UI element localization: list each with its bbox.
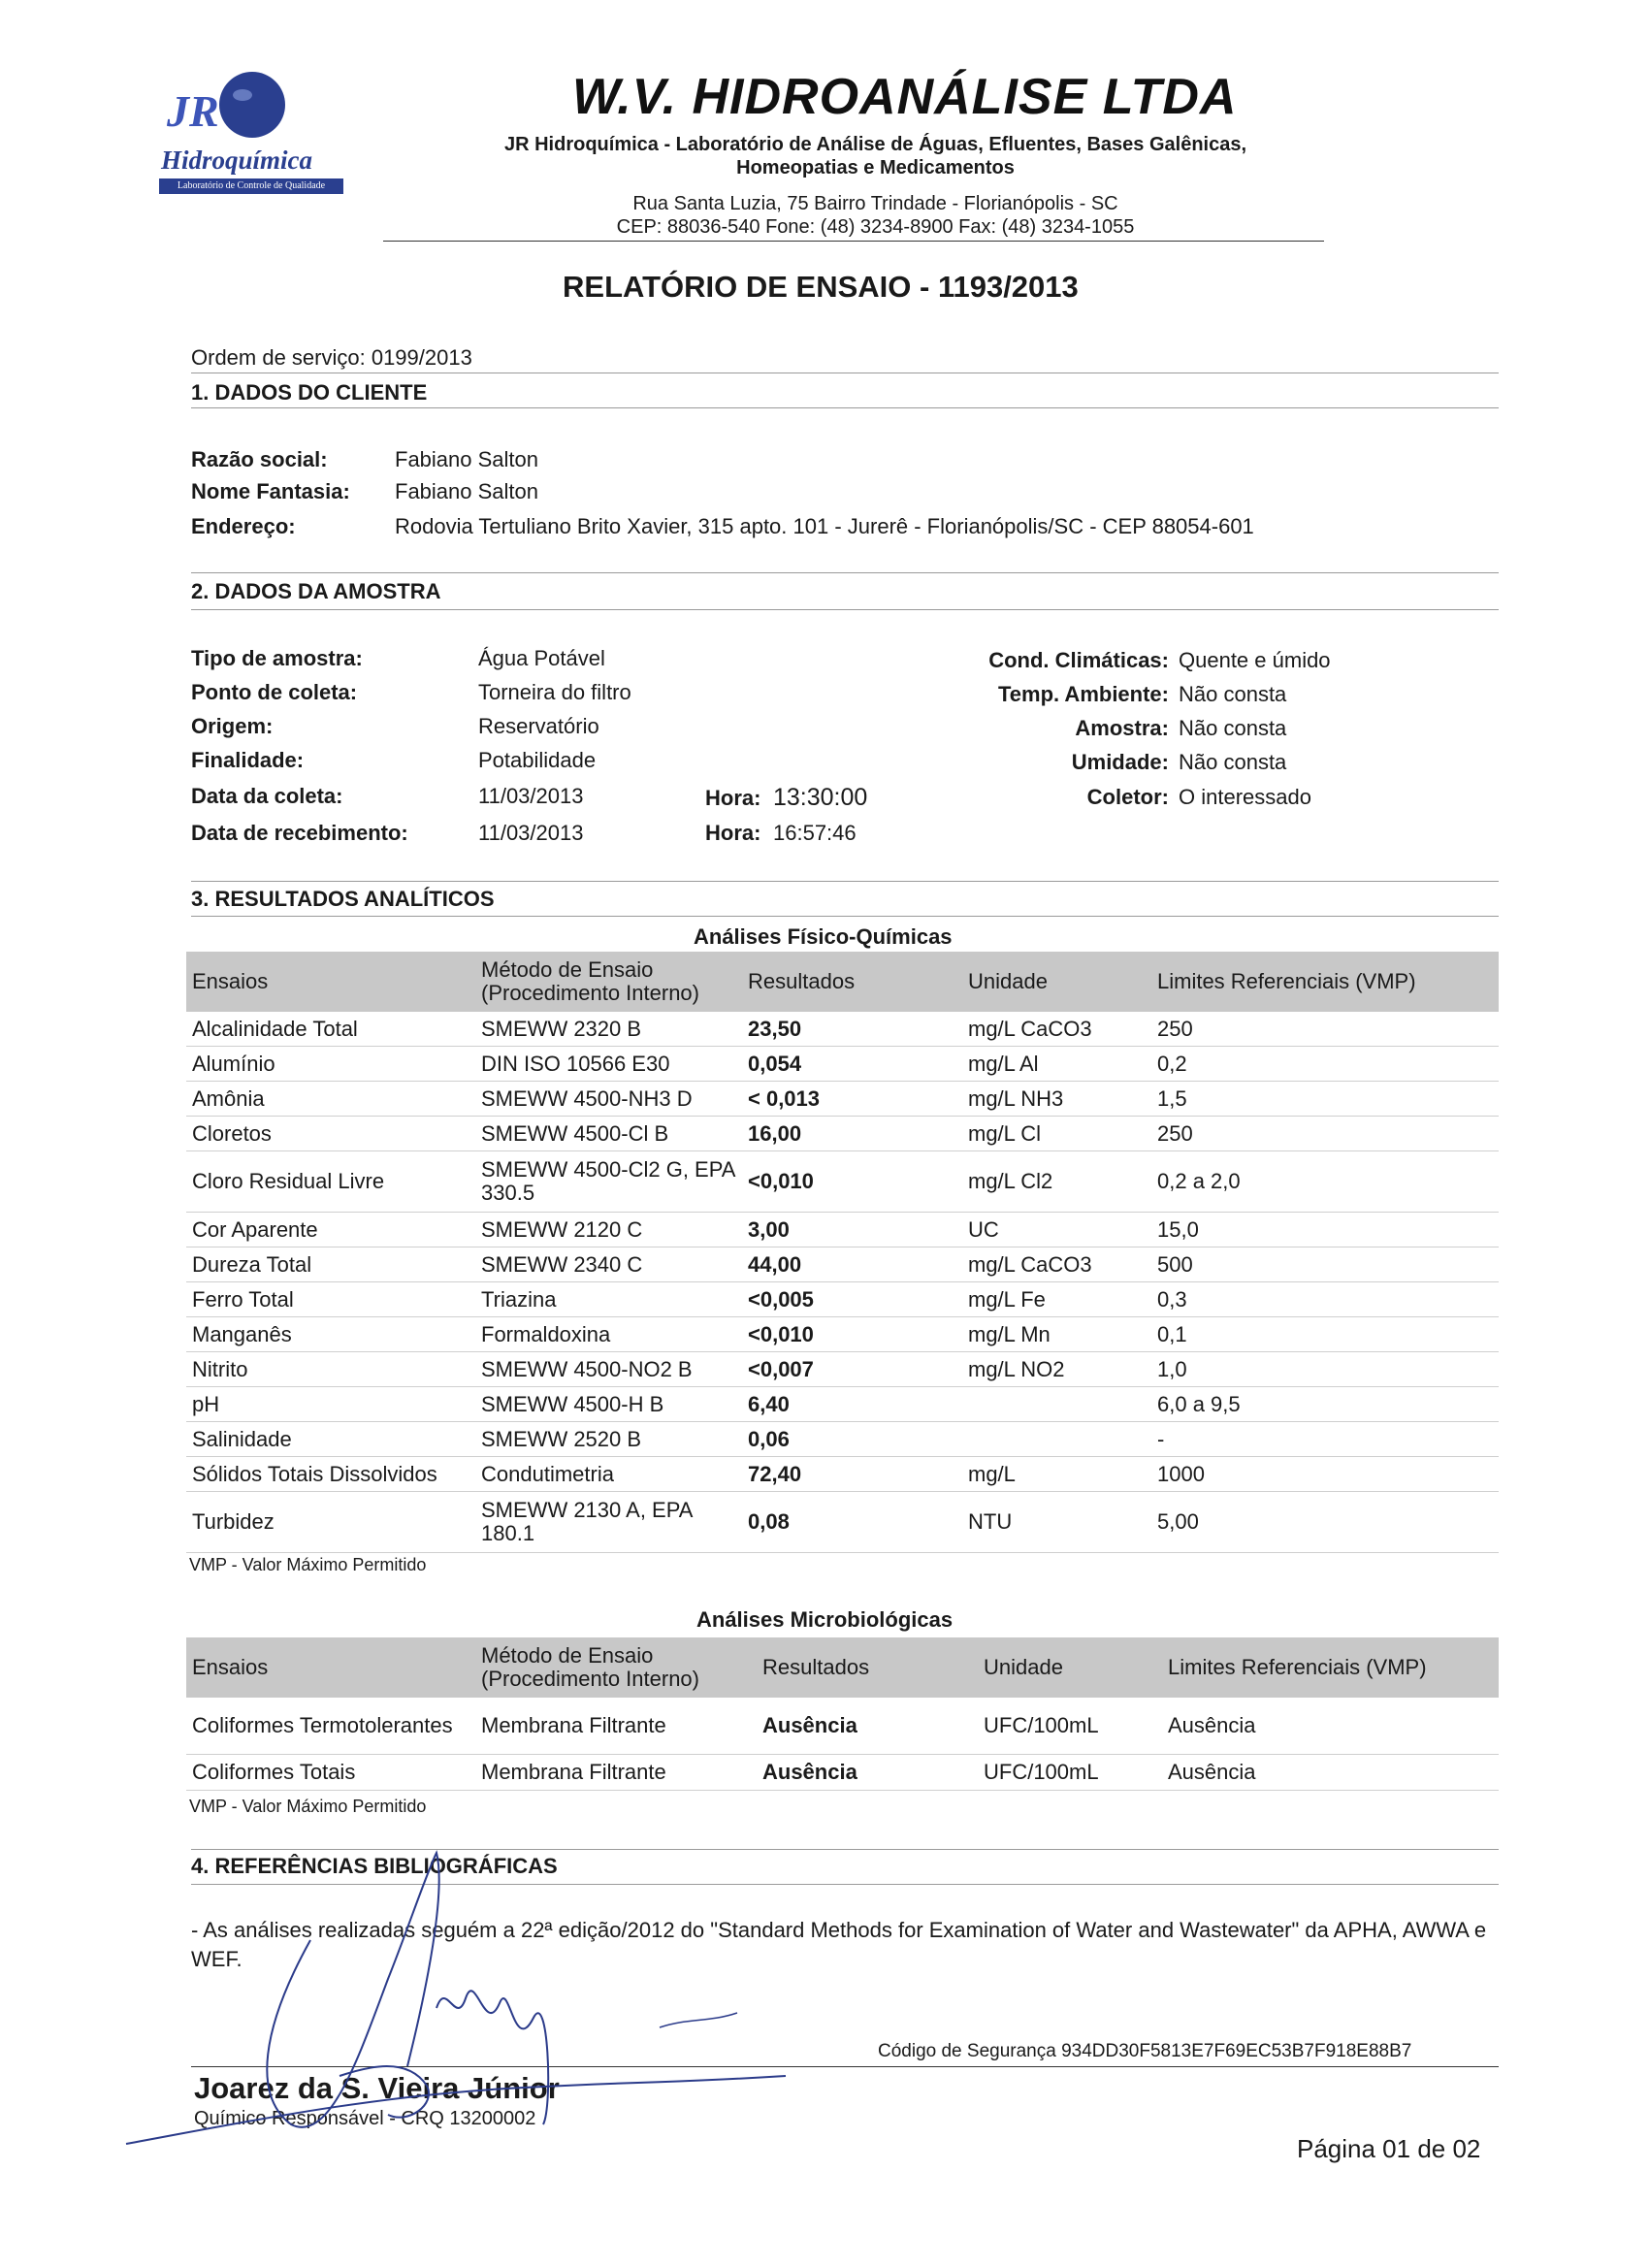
cell-ensaio: Coliformes Totais: [186, 1755, 475, 1791]
origem-value: Reservatório: [478, 714, 599, 738]
cell-ensaio: Salinidade: [186, 1422, 475, 1457]
col-header-resultados: Resultados: [742, 952, 962, 1012]
table-row: [186, 1457, 1499, 1492]
col-header-limites: Limites Referenciais (VMP): [1162, 1637, 1499, 1698]
cell-metodo: Triazina: [475, 1282, 742, 1317]
col-header-unidade: Unidade: [962, 952, 1151, 1012]
microbiological-table: [186, 1637, 1499, 1791]
col-header-limites: Limites Referenciais (VMP): [1151, 952, 1499, 1012]
cell-ensaio: Cloro Residual Livre: [186, 1151, 475, 1213]
section-divider: [191, 572, 1499, 573]
cell-resultado: <0,010: [742, 1317, 962, 1352]
table-row: [186, 1492, 1499, 1553]
cell-resultado: <0,007: [742, 1352, 962, 1387]
cell-unidade: UFC/100mL: [978, 1755, 1162, 1791]
cell-unidade: [962, 1387, 1151, 1422]
signer-role: Químico Responsável - CRQ 13200002: [194, 2108, 536, 2129]
ponto-coleta-label: Ponto de coleta:: [191, 680, 358, 704]
endereco-label: Endereço:: [191, 514, 296, 538]
cell-ensaio: Nitrito: [186, 1352, 475, 1387]
micro-table-title: Análises Microbiológicas: [696, 1607, 954, 1632]
tipo-amostra-label: Tipo de amostra:: [191, 646, 363, 670]
company-description: [383, 133, 1368, 179]
data-coleta-label: Data da coleta:: [191, 784, 343, 808]
table-row: [186, 1047, 1499, 1082]
cell-limite: 500: [1151, 1247, 1499, 1282]
endereco-value: Rodovia Tertuliano Brito Xavier, 315 apto. 101 - Jurerê - Florianópolis/SC - CEP 88054-601: [395, 514, 1254, 538]
cell-unidade: UFC/100mL: [978, 1698, 1162, 1755]
header-divider: [383, 241, 1324, 242]
cell-metodo: SMEWW 2520 B: [475, 1422, 742, 1457]
nome-fantasia-label: Nome Fantasia:: [191, 479, 350, 503]
client-section-title: 1. DADOS DO CLIENTE: [191, 380, 428, 405]
coletor-value: O interessado: [1179, 785, 1311, 809]
logo-brand: Hidroquímica: [161, 146, 313, 175]
col-header-ensaios: Ensaios: [186, 1637, 475, 1698]
cell-ensaio: Dureza Total: [186, 1247, 475, 1282]
cell-ensaio: Ferro Total: [186, 1282, 475, 1317]
cell-unidade: mg/L Al: [962, 1047, 1151, 1082]
table-header-row: [186, 1637, 1499, 1698]
company-address: [383, 192, 1368, 239]
logo-initials: JR: [167, 86, 219, 136]
report-title: RELATÓRIO DE ENSAIO - 1193/2013: [563, 270, 1079, 304]
amostra-label: Amostra:: [1075, 716, 1169, 740]
vmp-note: VMP - Valor Máximo Permitido: [189, 1555, 427, 1574]
data-recebimento-value: 11/03/2013: [478, 821, 584, 845]
cell-unidade: mg/L NH3: [962, 1082, 1151, 1117]
cell-resultado: 23,50: [742, 1012, 962, 1047]
cell-unidade: mg/L CaCO3: [962, 1012, 1151, 1047]
col-header-ensaios: Ensaios: [186, 952, 475, 1012]
cell-unidade: mg/L: [962, 1457, 1151, 1492]
cell-metodo: SMEWW 2130 A, EPA 180.1: [475, 1492, 742, 1553]
cell-unidade: NTU: [962, 1492, 1151, 1553]
cell-ensaio: Alcalinidade Total: [186, 1012, 475, 1047]
nome-fantasia-value: Fabiano Salton: [395, 479, 538, 503]
cell-resultado: 44,00: [742, 1247, 962, 1282]
temp-ambiente-value: Não consta: [1179, 682, 1287, 706]
tipo-amostra-value: Água Potável: [478, 646, 605, 670]
logo-tagline: Laboratório de Controle de Qualidade: [159, 178, 343, 194]
cell-unidade: [962, 1422, 1151, 1457]
cell-metodo: SMEWW 2120 C: [475, 1213, 742, 1247]
cell-metodo: SMEWW 4500-H B: [475, 1387, 742, 1422]
microbiological-table-body: [186, 1698, 1499, 1791]
col-header-metodo: Método de Ensaio (Procedimento Interno): [475, 952, 742, 1012]
cell-limite: 5,00: [1151, 1492, 1499, 1553]
table-row: [186, 1422, 1499, 1457]
razao-social-value: Fabiano Salton: [395, 447, 538, 471]
cell-unidade: mg/L NO2: [962, 1352, 1151, 1387]
data-recebimento-label: Data de recebimento:: [191, 821, 408, 845]
cell-unidade: mg/L Fe: [962, 1282, 1151, 1317]
table-row: [186, 1117, 1499, 1151]
umidade-label: Umidade:: [1071, 750, 1169, 774]
table-row: [186, 1387, 1499, 1422]
cell-ensaio: Coliformes Termotolerantes: [186, 1698, 475, 1755]
cell-metodo: Membrana Filtrante: [475, 1755, 757, 1791]
section-divider: [191, 609, 1499, 610]
cell-ensaio: Amônia: [186, 1082, 475, 1117]
cell-ensaio: Cor Aparente: [186, 1213, 475, 1247]
references-section-title: 4. REFERÊNCIAS BIBLIOGRÁFICAS: [191, 1854, 558, 1878]
cell-limite: 0,2: [1151, 1047, 1499, 1082]
cell-limite: Ausência: [1162, 1755, 1499, 1791]
hora-coleta-label: Hora:: [705, 786, 761, 810]
cell-ensaio: Alumínio: [186, 1047, 475, 1082]
service-order: Ordem de serviço: 0199/2013: [191, 345, 472, 370]
table-row: [186, 1082, 1499, 1117]
physicochemical-table-body: [186, 1012, 1499, 1553]
cell-metodo: SMEWW 4500-NH3 D: [475, 1082, 742, 1117]
cond-climaticas-value: Quente e úmido: [1179, 648, 1331, 672]
cell-limite: -: [1151, 1422, 1499, 1457]
company-description-line-2: Homeopatias e Medicamentos: [736, 157, 1015, 178]
cell-ensaio: Manganês: [186, 1317, 475, 1352]
table-header-row: [186, 952, 1499, 1012]
cell-limite: 250: [1151, 1117, 1499, 1151]
cell-limite: 1,5: [1151, 1082, 1499, 1117]
company-logo: [155, 58, 349, 204]
cell-resultado: 0,054: [742, 1047, 962, 1082]
physicochemical-table: [186, 952, 1499, 1553]
col-header-resultados: Resultados: [757, 1637, 978, 1698]
col-header-unidade: Unidade: [978, 1637, 1162, 1698]
cell-metodo: Condutimetria: [475, 1457, 742, 1492]
cell-resultado: 6,40: [742, 1387, 962, 1422]
cell-ensaio: pH: [186, 1387, 475, 1422]
cell-resultado: Ausência: [757, 1755, 978, 1791]
cell-unidade: mg/L Cl: [962, 1117, 1151, 1151]
cell-metodo: Membrana Filtrante: [475, 1698, 757, 1755]
signer-name: Joarez da S. Vieira Júnior: [194, 2071, 560, 2105]
cell-metodo: SMEWW 2320 B: [475, 1012, 742, 1047]
cell-limite: 1,0: [1151, 1352, 1499, 1387]
cell-limite: 1000: [1151, 1457, 1499, 1492]
table-row: [186, 1151, 1499, 1213]
table-row: [186, 1213, 1499, 1247]
cell-metodo: SMEWW 2340 C: [475, 1247, 742, 1282]
vmp-note: VMP - Valor Máximo Permitido: [189, 1797, 427, 1816]
cell-metodo: SMEWW 4500-Cl2 G, EPA 330.5: [475, 1151, 742, 1213]
cell-ensaio: Cloretos: [186, 1117, 475, 1151]
cell-unidade: UC: [962, 1213, 1151, 1247]
table-row: [186, 1317, 1499, 1352]
company-name: W.V. HIDROANÁLISE LTDA: [572, 69, 1238, 125]
umidade-value: Não consta: [1179, 750, 1287, 774]
cell-unidade: mg/L CaCO3: [962, 1247, 1151, 1282]
cell-resultado: 72,40: [742, 1457, 962, 1492]
cell-limite: 250: [1151, 1012, 1499, 1047]
cell-metodo: DIN ISO 10566 E30: [475, 1047, 742, 1082]
cell-resultado: 0,06: [742, 1422, 962, 1457]
origem-label: Origem:: [191, 714, 274, 738]
section-divider: [191, 407, 1499, 408]
cell-metodo: SMEWW 4500-Cl B: [475, 1117, 742, 1151]
table-row: [186, 1755, 1499, 1791]
cell-ensaio: Turbidez: [186, 1492, 475, 1553]
cell-resultado: <0,005: [742, 1282, 962, 1317]
cell-resultado: < 0,013: [742, 1082, 962, 1117]
cell-unidade: mg/L Mn: [962, 1317, 1151, 1352]
razao-social-label: Razão social:: [191, 447, 328, 471]
amostra-value: Não consta: [1179, 716, 1287, 740]
cell-limite: 0,1: [1151, 1317, 1499, 1352]
cell-limite: 6,0 a 9,5: [1151, 1387, 1499, 1422]
cell-resultado: 0,08: [742, 1492, 962, 1553]
cell-limite: 0,3: [1151, 1282, 1499, 1317]
finalidade-label: Finalidade:: [191, 748, 305, 772]
temp-ambiente-label: Temp. Ambiente:: [997, 682, 1169, 706]
fq-table-title: Análises Físico-Químicas: [694, 924, 953, 949]
cell-metodo: SMEWW 4500-NO2 B: [475, 1352, 742, 1387]
table-row: [186, 1282, 1499, 1317]
cell-resultado: <0,010: [742, 1151, 962, 1213]
security-code: Código de Segurança 934DD30F5813E7F69EC53B7F918E88B7: [878, 2041, 1412, 2061]
cell-limite: Ausência: [1162, 1698, 1499, 1755]
cell-resultado: Ausência: [757, 1698, 978, 1755]
section-divider: [191, 916, 1499, 917]
cell-resultado: 16,00: [742, 1117, 962, 1151]
handwritten-signature: [116, 1833, 795, 2163]
section-divider: [191, 881, 1499, 882]
hora-recebimento-label: Hora:: [705, 821, 761, 845]
coletor-label: Coletor:: [1086, 785, 1169, 809]
company-description-line-1: JR Hidroquímica - Laboratório de Análise de Águas, Efluentes, Bases Galênicas,: [503, 134, 1247, 155]
page-number: Página 01 de 02: [1297, 2134, 1481, 2163]
table-row: [186, 1352, 1499, 1387]
sample-section-title: 2. DADOS DA AMOSTRA: [191, 579, 441, 603]
cell-metodo: Formaldoxina: [475, 1317, 742, 1352]
cell-unidade: mg/L Cl2: [962, 1151, 1151, 1213]
references-text: - As análises realizadas seguém a 22ª edição/2012 do "Standard Methods for Examination of Water and Wastewater" da APHA, AWWA e WEF.: [191, 1918, 1487, 1971]
cell-ensaio: Sólidos Totais Dissolvidos: [186, 1457, 475, 1492]
hora-recebimento-value: 16:57:46: [773, 821, 857, 845]
cell-resultado: 3,00: [742, 1213, 962, 1247]
results-section-title: 3. RESULTADOS ANALÍTICOS: [191, 887, 495, 911]
table-row: [186, 1698, 1499, 1755]
hora-coleta-value: 13:30:00: [773, 784, 868, 811]
col-header-metodo: Método de Ensaio (Procedimento Interno): [475, 1637, 757, 1698]
company-address-line-2: CEP: 88036-540 Fone: (48) 3234-8900 Fax: (48) 3234-1055: [616, 216, 1135, 238]
cell-limite: 15,0: [1151, 1213, 1499, 1247]
table-row: [186, 1012, 1499, 1047]
table-row: [186, 1247, 1499, 1282]
cell-limite: 0,2 a 2,0: [1151, 1151, 1499, 1213]
cond-climaticas-label: Cond. Climáticas:: [988, 648, 1169, 672]
company-address-line-1: Rua Santa Luzia, 75 Bairro Trindade - Florianópolis - SC: [632, 193, 1118, 214]
finalidade-value: Potabilidade: [478, 748, 597, 772]
ponto-coleta-value: Torneira do filtro: [478, 680, 631, 704]
data-coleta-value: 11/03/2013: [478, 784, 584, 808]
